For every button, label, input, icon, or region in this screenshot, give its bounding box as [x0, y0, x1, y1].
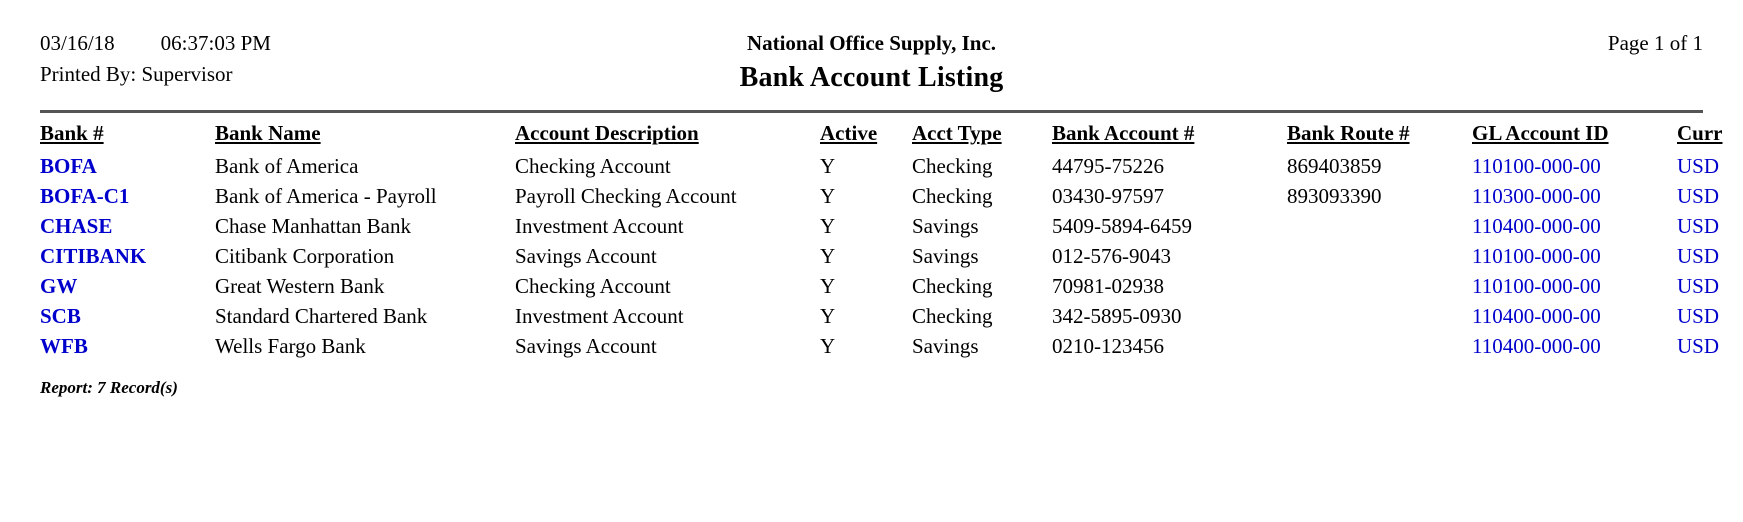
- column-header-active: Active: [820, 121, 878, 145]
- cell-description: Checking Account: [515, 154, 671, 178]
- cell-active: Y: [820, 214, 836, 238]
- cell-currency: USD: [1677, 244, 1720, 268]
- table-row[interactable]: [40, 302, 1743, 332]
- cell-bank-route: [1287, 242, 1472, 272]
- cell-currency: USD: [1677, 334, 1720, 358]
- column-header-account-description: Account Description: [515, 121, 699, 145]
- cell-bank-route: [1287, 302, 1472, 332]
- cell-bank-account: 342-5895-0930: [1052, 304, 1182, 328]
- cell-currency: USD: [1677, 184, 1720, 208]
- cell-active: Y: [820, 244, 836, 268]
- cell-bank-name: Standard Chartered Bank: [215, 304, 428, 328]
- cell-bank-account: 03430-97597: [1052, 184, 1164, 208]
- cell-bank-name: Citibank Corporation: [215, 244, 395, 268]
- cell-bank-route: 893093390: [1287, 184, 1382, 208]
- cell-acct-type: Savings: [912, 244, 979, 268]
- column-header-gl-account-id: GL Account ID: [1472, 121, 1609, 145]
- table-row[interactable]: [40, 242, 1743, 272]
- column-header-currency: Curr: [1677, 121, 1723, 145]
- cell-bank-number[interactable]: GW: [40, 274, 78, 298]
- cell-bank-account: 44795-75226: [1052, 154, 1164, 178]
- cell-description: Investment Account: [515, 214, 684, 238]
- cell-bank-route: [1287, 212, 1472, 242]
- cell-acct-type: Savings: [912, 334, 979, 358]
- cell-bank-account: 012-576-9043: [1052, 244, 1171, 268]
- cell-description: Savings Account: [515, 334, 657, 358]
- cell-gl-account[interactable]: 110400-000-00: [1472, 334, 1601, 358]
- table-header-row: [40, 121, 1743, 152]
- table-row[interactable]: [40, 332, 1743, 362]
- report-header: [40, 28, 1703, 104]
- cell-bank-account: 0210-123456: [1052, 334, 1164, 358]
- column-header-bank-account-number: Bank Account #: [1052, 121, 1195, 145]
- record-count: Report: 7 Record(s): [40, 378, 178, 397]
- cell-acct-type: Checking: [912, 304, 993, 328]
- header-divider: [40, 110, 1703, 113]
- cell-currency: USD: [1677, 304, 1720, 328]
- cell-description: Savings Account: [515, 244, 657, 268]
- cell-gl-account[interactable]: 110100-000-00: [1472, 154, 1601, 178]
- cell-bank-number[interactable]: CHASE: [40, 214, 113, 238]
- cell-gl-account[interactable]: 110100-000-00: [1472, 244, 1601, 268]
- cell-acct-type: Checking: [912, 184, 993, 208]
- cell-bank-route: [1287, 332, 1472, 362]
- cell-bank-name: Chase Manhattan Bank: [215, 214, 411, 238]
- cell-currency: USD: [1677, 274, 1720, 298]
- bank-account-table: [40, 121, 1743, 362]
- cell-bank-route: [1287, 272, 1472, 302]
- cell-acct-type: Savings: [912, 214, 979, 238]
- table-row[interactable]: [40, 152, 1743, 182]
- cell-description: Checking Account: [515, 274, 671, 298]
- column-header-bank-number: Bank #: [40, 121, 104, 145]
- cell-currency: USD: [1677, 214, 1720, 238]
- page-number: Page 1 of 1: [1607, 31, 1703, 55]
- cell-bank-number[interactable]: WFB: [40, 334, 88, 358]
- table-row[interactable]: [40, 182, 1743, 212]
- cell-bank-name: Bank of America - Payroll: [215, 184, 437, 208]
- print-date: 03/16/18: [40, 31, 115, 55]
- header-center-block: [40, 28, 1703, 97]
- cell-bank-number[interactable]: CITIBANK: [40, 244, 147, 268]
- cell-bank-name: Great Western Bank: [215, 274, 385, 298]
- cell-currency: USD: [1677, 154, 1720, 178]
- print-time: 06:37:03 PM: [160, 31, 271, 55]
- page-title: Bank Account Listing: [739, 62, 1004, 93]
- table-row[interactable]: [40, 212, 1743, 242]
- cell-bank-account: 5409-5894-6459: [1052, 214, 1192, 238]
- column-header-acct-type: Acct Type: [912, 121, 1002, 145]
- cell-description: Payroll Checking Account: [515, 184, 737, 208]
- table-body: [40, 152, 1743, 362]
- cell-bank-number[interactable]: BOFA-C1: [40, 184, 130, 208]
- company-name: National Office Supply, Inc.: [746, 31, 997, 55]
- cell-active: Y: [820, 184, 836, 208]
- column-header-bank-route-number: Bank Route #: [1287, 121, 1410, 145]
- cell-active: Y: [820, 334, 836, 358]
- cell-bank-name: Wells Fargo Bank: [215, 334, 366, 358]
- cell-gl-account[interactable]: 110400-000-00: [1472, 214, 1601, 238]
- cell-bank-account: 70981-02938: [1052, 274, 1164, 298]
- printed-by: Printed By: Supervisor: [40, 62, 233, 86]
- cell-bank-number[interactable]: BOFA: [40, 154, 97, 178]
- cell-bank-route: 869403859: [1287, 154, 1382, 178]
- cell-gl-account[interactable]: 110400-000-00: [1472, 304, 1601, 328]
- cell-gl-account[interactable]: 110300-000-00: [1472, 184, 1601, 208]
- cell-active: Y: [820, 274, 836, 298]
- cell-bank-name: Bank of America: [215, 154, 359, 178]
- cell-active: Y: [820, 154, 836, 178]
- table-row[interactable]: [40, 272, 1743, 302]
- cell-gl-account[interactable]: 110100-000-00: [1472, 274, 1601, 298]
- cell-acct-type: Checking: [912, 154, 993, 178]
- cell-description: Investment Account: [515, 304, 684, 328]
- cell-bank-number[interactable]: SCB: [40, 304, 81, 328]
- cell-active: Y: [820, 304, 836, 328]
- cell-acct-type: Checking: [912, 274, 993, 298]
- column-header-bank-name: Bank Name: [215, 121, 321, 145]
